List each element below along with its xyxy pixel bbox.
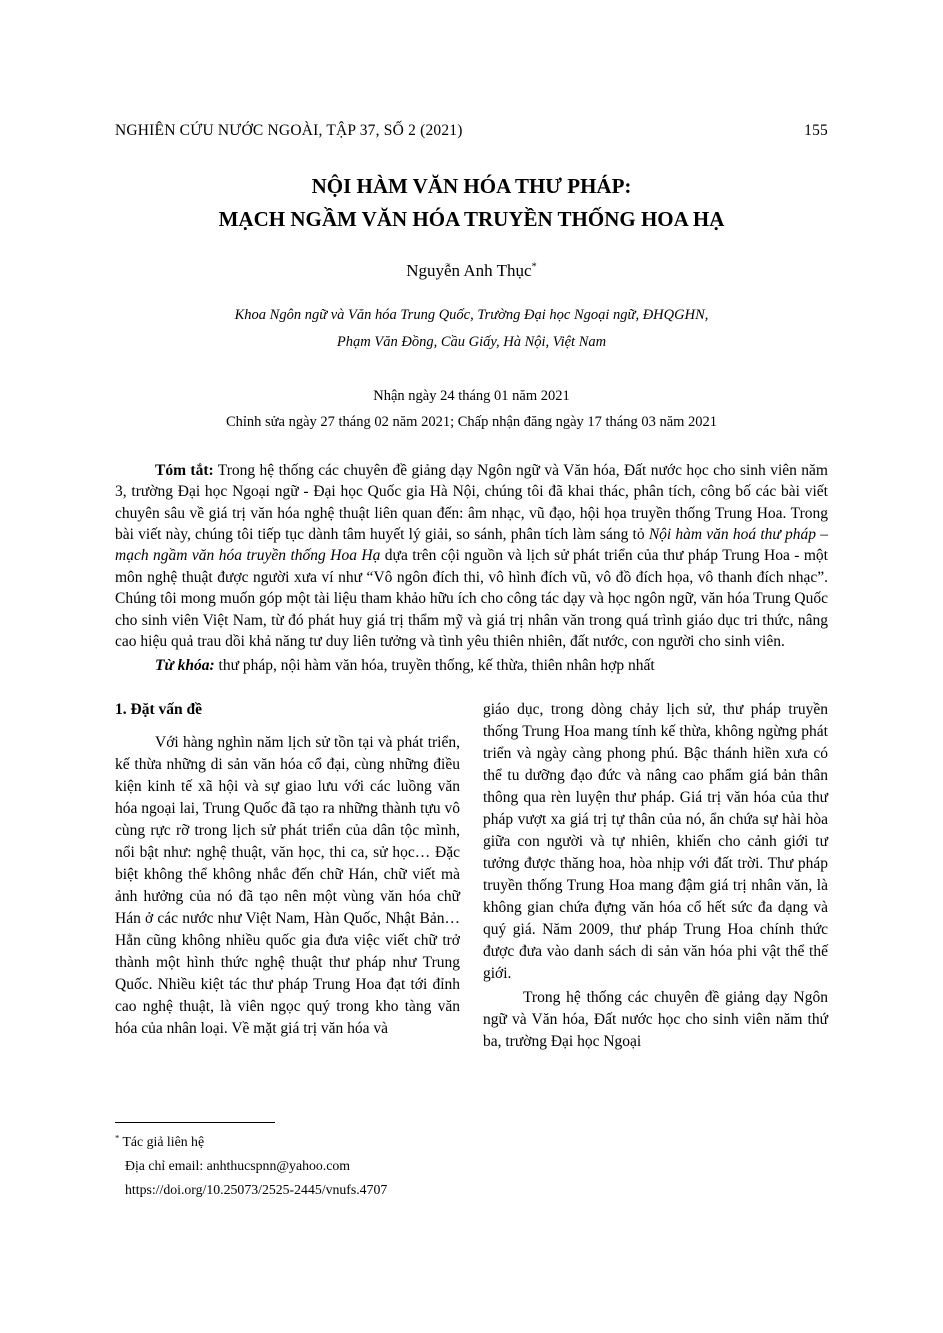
article-title-line2: MẠCH NGẦM VĂN HÓA TRUYỀN THỐNG HOA HẠ bbox=[218, 206, 725, 231]
received-date: Nhận ngày 24 tháng 01 năm 2021 bbox=[373, 387, 570, 404]
section-1-heading: 1. Đặt vấn đề bbox=[115, 700, 202, 718]
abstract bbox=[115, 460, 828, 652]
footnote bbox=[115, 1122, 387, 1202]
revised-accepted-date: Chỉnh sửa ngày 27 tháng 02 năm 2021; Chấp nhận đăng ngày 17 tháng 03 năm 2021 bbox=[225, 413, 718, 430]
affiliation bbox=[115, 302, 828, 356]
author-name-text: Nguyễn Anh Thục bbox=[406, 261, 532, 281]
body-paragraph-right-continued: giáo dục, trong dòng chảy lịch sử, thư pháp truyền thống Trung Hoa mang tính kế thừa, không ngừng phát triển và ngày càng phong phú. Bậc thánh hiền xưa có thể tu dưỡng đạo đức và nâng cao phẩm giá bản thân thông qua rèn luyện thư pháp. Giá trị văn hóa của thư pháp vượt xa giá trị tự thân của nó, ẩn chứa sự hài hòa giữa con người và tự nhiên, khiến cho cảnh giới tư tưởng được thăng hoa, hòa nhịp với đất trời. Thư pháp truyền thống Trung Hoa mang đậm giá trị nhân văn, là không gian chứa đựng văn hóa cổ hết sức đa dạng và quý giá. Năm 2009, thư pháp Trung Hoa chính thức được đưa vào danh sách di sản văn hóa phi vật thể thế giới. bbox=[483, 700, 828, 982]
article-title bbox=[115, 170, 828, 235]
doi-link[interactable]: https://doi.org/10.25073/2525-2445/vnufs.4707 bbox=[125, 1182, 388, 1198]
body-columns bbox=[115, 699, 828, 1053]
abstract-text-part1: Trong hệ thống các chuyên đề giảng dạy Ngôn ngữ và Văn hóa, Đất nước học cho sinh viên năm 3, trường Đại học Ngoại ngữ - Đại học Quốc gia Hà Nội, chúng tôi đã khai thác, phân tích, công bố các bài viết chuyên sâu về giá trị văn hóa nghệ thuật liên quan đến: âm nhạc, vũ đạo, hội họa truyền thống Trung Hoa. Trong bài viết này, chúng tôi tiếp tục dành tâm huyết lý giải, so sánh, phân tích làm sáng tỏ bbox=[115, 461, 828, 544]
author-name bbox=[115, 261, 828, 281]
body-paragraph-right-2: Trong hệ thống các chuyên đề giảng dạy Ngôn ngữ và Văn hóa, Đất nước học cho sinh viên năm thứ ba, trường Đại học Ngoại bbox=[483, 988, 828, 1050]
corresponding-author-note: Tác giả liên hệ bbox=[122, 1134, 205, 1149]
left-column bbox=[115, 699, 460, 1053]
footnote-mark: * bbox=[115, 1132, 120, 1143]
article-title-line1: NỘI HÀM VĂN HÓA THƯ PHÁP: bbox=[311, 174, 632, 198]
article-dates bbox=[115, 383, 828, 435]
affiliation-line2: Phạm Văn Đồng, Cầu Giấy, Hà Nội, Việt Nam bbox=[336, 333, 607, 350]
journal-title: NGHIÊN CỨU NƯỚC NGOÀI, TẬP 37, SỐ 2 (2021) bbox=[115, 122, 463, 139]
abstract-text-part2: dựa trên cội nguồn và lịch sử phát triển của thư pháp Trung Hoa - một môn nghệ thuật được người xưa ví như “Vô ngôn đích thi, vô hình đích vũ, vô đồ đích họa, vô thanh đích nhạc”. Chúng tôi mong muốn góp một tài liệu tham khảo hữu ích cho công tác dạy và học ngôn ngữ, văn hóa Trung Quốc cho sinh viên Việt Nam, từ đó phát huy giá trị thẩm mỹ và giá trị nhân văn trong quá trình giáo dục tri thức, nâng cao hiệu quả trau dồi khả năng tư duy liên tưởng và tình yêu thiên nhiên, đất nước, con người cho sinh viên. bbox=[115, 547, 828, 650]
body-paragraph-left: Với hàng nghìn năm lịch sử tồn tại và phát triển, kế thừa những di sản văn hóa cổ đại, cùng những điều kiện kinh tế xã hội và sự giao lưu với các luồng văn hóa ngoại lai, Trung Quốc đã tạo ra những thành tựu vô cùng rực rỡ trong lịch sử phát triển của dân tộc mình, nổi bật như: nghệ thuật, văn học, thi ca, sử học… Đặc biệt không thể không nhắc đến chữ Hán, chữ viết mà ảnh hưởng của nó đã tạo nên một vùng văn hóa chữ Hán ở các nước như Việt Nam, Hàn Quốc, Nhật Bản… Hẳn cũng không nhiều quốc gia đưa việc viết chữ trở thành một hình thức nghệ thuật thư pháp như Trung Quốc. Nhiều kiệt tác thư pháp Trung Hoa đạt tới đỉnh cao nghệ thuật, là viên ngọc quý trong kho tàng văn hóa của nhân loại. Về mặt giá trị văn hóa và bbox=[115, 733, 460, 1037]
keywords-text: thư pháp, nội hàm văn hóa, truyền thống, kế thừa, thiên nhân hợp nhất bbox=[218, 657, 655, 675]
abstract-label: Tóm tắt: bbox=[155, 461, 214, 479]
author-footnote-mark: * bbox=[531, 261, 537, 273]
author-email: Địa chỉ email: anhthucspnn@yahoo.com bbox=[125, 1158, 350, 1174]
page-number: 155 bbox=[804, 122, 828, 139]
right-column bbox=[483, 699, 828, 1053]
affiliation-line1: Khoa Ngôn ngữ và Văn hóa Trung Quốc, Trường Đại học Ngoại ngữ, ĐHQGHN, bbox=[234, 307, 709, 324]
abstract-inline-title: Nội hàm văn hoá thư pháp – mạch ngầm văn hóa truyền thống Hoa Hạ bbox=[115, 526, 828, 565]
keywords bbox=[115, 655, 828, 676]
running-head bbox=[115, 122, 828, 140]
keywords-label: Từ khóa: bbox=[155, 657, 215, 675]
footnote-divider bbox=[115, 1122, 275, 1123]
